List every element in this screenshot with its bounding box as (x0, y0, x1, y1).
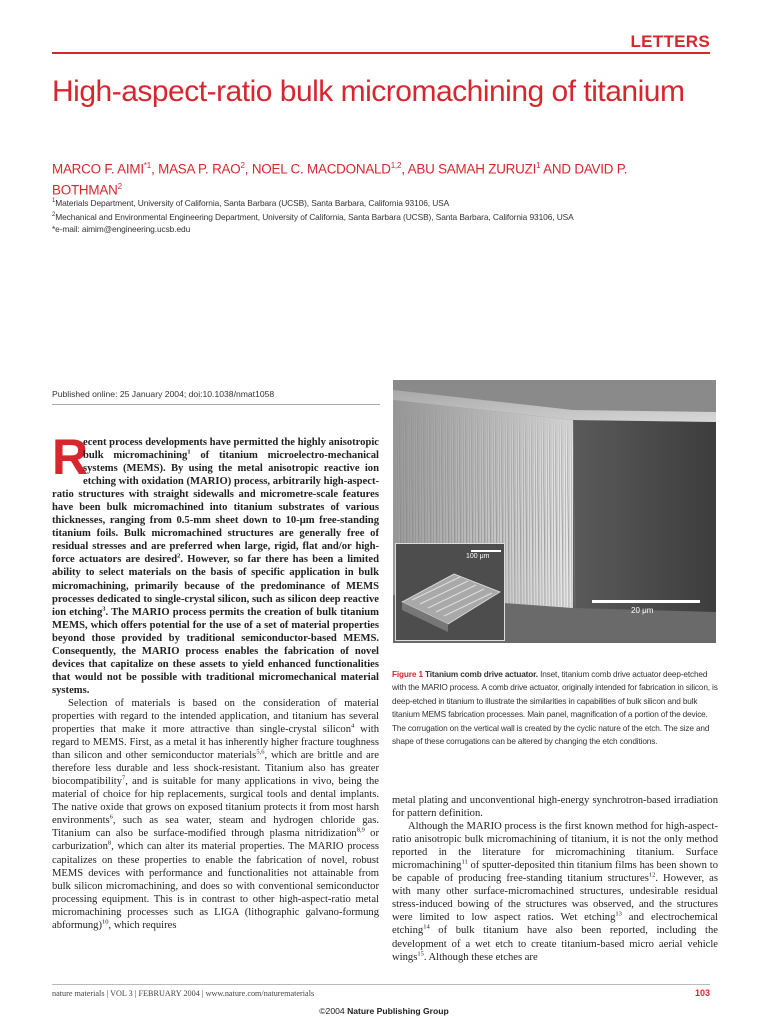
published-rule (52, 404, 380, 405)
inset-scale-label: 100 μm (466, 553, 490, 560)
citation-ref: 8 (107, 839, 112, 847)
body-paragraph-continued: metal plating and unconventional high-energy synchrotron-based irradiation for pattern definition. (392, 795, 718, 820)
author-name: MARCO F. AIMI (52, 161, 144, 177)
author-name: NOEL C. MACDONALD (251, 161, 391, 177)
author-affiliation-sup: 2 (117, 182, 122, 192)
drop-cap: R (52, 429, 89, 485)
affiliation-2-sup: 2 (52, 212, 56, 218)
author-affiliation-sup: 2 (240, 161, 245, 170)
affiliation-1-sup: 1 (52, 198, 56, 204)
citation-ref: 4 (351, 722, 355, 730)
intro-paragraph-text: ecent process developments have permitted the highly anisotropic bulk micromachining$^1$ of titanium microelectro-mechanical systems (MEMS). By using the metal anisotropic reactive ion etching with oxidation (MARIO) process, arbitrarily high-aspect-ratio structures with straight sidewalls and micrometre-scale features have been bulk micromachined into titanium substrates of various thicknesses, ranging from 0.5-mm sheet down to 10-μm free-standing titanium foils. Bulk micromachined structures are generally free of residual stresses and are preferred when large, rigid, flat and/or high-force actuators are desired$^2$. However, so far there has been a limited ability to select materials on the basis of specific application in bulk micromachining, primarily because of the predominance of MEMS processes dedicated to single-crystal silicon, such as silicon deep reactive ion etching$^3$. The MARIO process permits the creation of bulk titanium MEMS, which offers potential for the use of a set of material properties beyond those provided by traditional semiconductor-based MEMS. Consequently, the MARIO process enables the fabrication of novel devices that capitalize on these assets to yield enhanced functionalities that would not be possible with traditional micromechanical material systems. (52, 437, 379, 696)
footer-rule (52, 984, 710, 985)
citation-ref: 8,9 (356, 826, 365, 834)
main-scale-label: 20 μm (631, 606, 654, 615)
author-affiliation-sup: 1,2 (390, 161, 402, 170)
citation-ref: 3 (102, 605, 106, 613)
citation-ref: 5,6 (256, 748, 265, 756)
main-scale-bar (592, 600, 700, 603)
author-name: DAVID P. BOTHMAN (52, 161, 628, 198)
left-column (52, 429, 379, 932)
citation-ref: 10 (102, 918, 109, 926)
affiliation-2 (52, 210, 692, 223)
figure-label: Figure 1 (392, 670, 423, 679)
citation-ref: 14 (423, 923, 430, 931)
inset-scale-bar (471, 550, 501, 552)
figure-title: Titanium comb drive actuator. (425, 670, 538, 679)
article-title: High-aspect-ratio bulk micromachining of titanium (52, 75, 685, 108)
page-number: 103 (694, 988, 710, 998)
right-column (392, 794, 718, 964)
citation-ref: 1 (187, 448, 191, 456)
citation-ref: 7 (122, 774, 126, 782)
citation-ref: 15 (417, 950, 424, 958)
affiliation-1-text: Materials Department, University of California, Santa Barbara (UCSB), Santa Barbara, California 93106, USA (55, 197, 450, 208)
figure-caption-text: Inset, titanium comb drive actuator deep-etched with the MARIO process. A comb drive actuator, originally intended for fabrication in silicon, is deep-etched in titanium to illustrate the similarities in capabilities of bulk silicon and bulk titanium MEMS fabrication processes. Main panel, magnification of a portion of the device. The corrugation on the vertical wall is created by the cyclic nature of the etch. The size and shape of these corrugations can be altered by changing the etch conditions. (392, 670, 718, 747)
citation-ref: 13 (615, 910, 622, 918)
section-rule (52, 52, 710, 54)
body-paragraph-1: Selection of materials is based on the consideration of material properties with regard to the intended application, and titanium has several properties that make it more attractive than single-crystal silicon$^4$ with regard to MEMS. First, as a metal it has inherently higher fracture toughness than silicon and other semiconductor materials$^{5,6}$, which are brittle and are therefore less durable and less shock-resistant. Titanium also has greater biocompatibility$^7$, and is suitable for many applications in vivo, being the material of choice for hip replacements, surgical tools and dental implants. The native oxide that grows on exposed titanium protects it from most harsh environments$^6$, such as sea water, steam and hydrogen chloride gas. Titanium can also be surface-modified through plasma nitridization$^{8,9}$ or carburization$^8$, which can alter its material properties. The MARIO process capitalizes on these properties to enable the fabrication of novel, robust MEMS devices with performance and functionalities not attainable from bulk silicon micromachining, and does so with conventional semiconductor processing equipment. This is in contrast to other high-aspect-ratio metal micromachining processes such as LIGA (lithographic galvano-formung abformung)$^{10}$, which requires (52, 697, 379, 931)
affiliation-2-text: Mechanical and Environmental Engineering Department, University of California, Santa Barbara (UCSB), Santa Barbara, California 93106, USA (55, 211, 574, 222)
section-tag: LETTERS (630, 32, 710, 51)
affiliation-1 (52, 196, 692, 209)
author-name: ABU SAMAH ZURUZI (407, 161, 537, 177)
author-affiliation-sup: *1 (143, 161, 152, 170)
citation-ref: 11 (461, 858, 468, 866)
body-paragraph-2: Although the MARIO process is the first known method for high-aspect-ratio anisotropic bulk micromachining of titanium, it is not the only method reported in the literature for micromachining titanium. Surface micromachining$^{11}$ of sputter-deposited thin titanium films has been shown to be capable of producing free-standing titanium structures$^{12}$. However, as with many other surface-micromachined structures, undesirable residual stress-induced bowing of the structures was observed, and the structures were limited to low aspect ratios. Wet etching$^{13}$ and electrochemical etching$^{14}$ of bulk titanium have also been reported, including the development of a wet etch to create titanium-based micro aerial vehicle wings$^{15}$. Although these etches are (392, 821, 718, 963)
footer-journal: nature materials | VOL 3 | FEBRUARY 2004 | www.nature.com/naturematerials (52, 989, 315, 998)
citation-ref: 12 (648, 871, 656, 879)
corresponding-email: *e-mail: aimim@engineering.ucsb.edu (52, 224, 191, 234)
author-affiliation-sup: 1 (536, 161, 541, 170)
publisher-name: Nature Publishing Group (347, 1006, 449, 1016)
copyright (0, 1006, 768, 1016)
figure-caption (392, 668, 718, 748)
copyright-year: ©2004 (319, 1006, 345, 1016)
intro-paragraph (52, 429, 379, 697)
citation-ref: 6 (109, 813, 113, 821)
citation-ref: 2 (177, 552, 181, 560)
author-name: MASA P. RAO (158, 161, 241, 177)
published-line: Published online: 25 January 2004; doi:10.1038/nmat1058 (52, 389, 275, 399)
author-list: MARCO F. AIMI$^{*1}$, MASA P. RAO$^2$, NOEL C. MACDONALD$^{1,2}$, ABU SAMAH ZURUZI$^1$ AND DAVID P. BOTHMAN$^2$ (52, 161, 628, 198)
